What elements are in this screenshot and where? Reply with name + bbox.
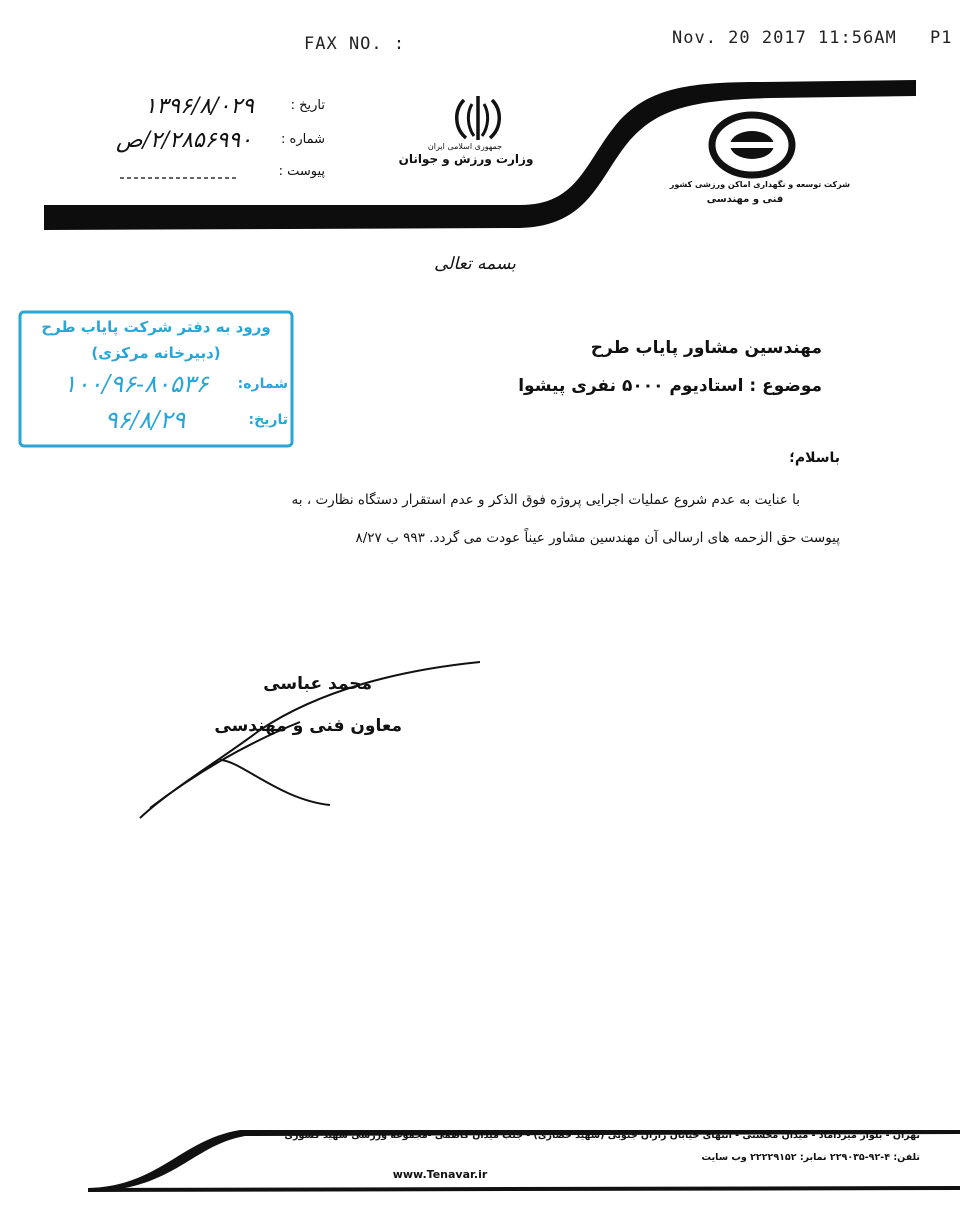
fax-page-number: P1 <box>930 28 953 48</box>
footer-address: تهران - بلوار میرداماد - میدان محسنی - انتهای خیابان رازان جنوبی (شهید حصاری) - جنب میدان کاظمی -مجموعه ورزشی شهید کشوری <box>284 1130 920 1141</box>
stamp-date-value: ۹۶/۸/۲۹ <box>104 406 186 434</box>
subject: موضوع : استادیوم ۵۰۰۰ نفری پیشوا <box>518 376 822 396</box>
greeting: باسلام؛ <box>789 450 840 466</box>
footer-phone: تلفن: ۴-۹۲-۲۲۹۰۳۵ نمابر: ۲۲۲۲۹۱۵۲ وب سایت <box>701 1152 920 1163</box>
footer-website[interactable]: www.Tenavar.ir <box>392 1168 488 1181</box>
stamp-number-value: ۱۰۰/۹۶-۸۰۵۳۶ <box>63 370 209 398</box>
stamp-date-label: تاریخ: <box>248 412 288 428</box>
number-value: ۲/۲۸۵۶۹۹۰/ص <box>116 128 252 153</box>
company-logo-icon <box>712 115 792 175</box>
ministry-name: وزارت ورزش و جوانان <box>398 152 534 166</box>
signer-title: معاون فنی و مهندسی <box>214 716 402 736</box>
date-label: تاریخ : <box>290 98 325 113</box>
stamp-number-label: شماره: <box>237 376 288 392</box>
stamp-subtitle: (دبیرخانه مرکزی) <box>91 344 221 362</box>
date-value: ۱۳۹۶/۸/۰۲۹ <box>144 94 254 119</box>
bismillah: بسمه تعالی <box>434 254 516 274</box>
iran-emblem-icon <box>457 96 500 140</box>
company-name: شرکت توسعه و نگهداری اماکن ورزشی کشور <box>669 180 850 189</box>
ministry-subtitle: جمهوری اسلامی ایران <box>427 142 503 151</box>
stamp-title: ورود به دفتر شرکت پایاب طرح <box>41 318 271 336</box>
company-department: فنی و مهندسی <box>706 194 784 205</box>
fax-number-label: FAX NO. : <box>304 34 406 54</box>
attachment-label: پیوست : <box>278 164 325 179</box>
fax-timestamp: Nov. 20 2017 11:56AM <box>672 28 897 48</box>
body-line-2: پیوست حق الزحمه های ارسالی آن مهندسین مشاور عیناً عودت می گردد. ۹۹۳ ب ۸/۲۷ <box>355 530 840 546</box>
signer-name: محمد عباسی <box>263 674 372 694</box>
body-line-1: با عنایت به عدم شروع عملیات اجرایی پروژه فوق الذکر و عدم استقرار دستگاه نظارت ، به <box>291 492 800 508</box>
recipient: مهندسین مشاور پایاب طرح <box>590 338 822 358</box>
number-label: شماره : <box>281 132 325 147</box>
